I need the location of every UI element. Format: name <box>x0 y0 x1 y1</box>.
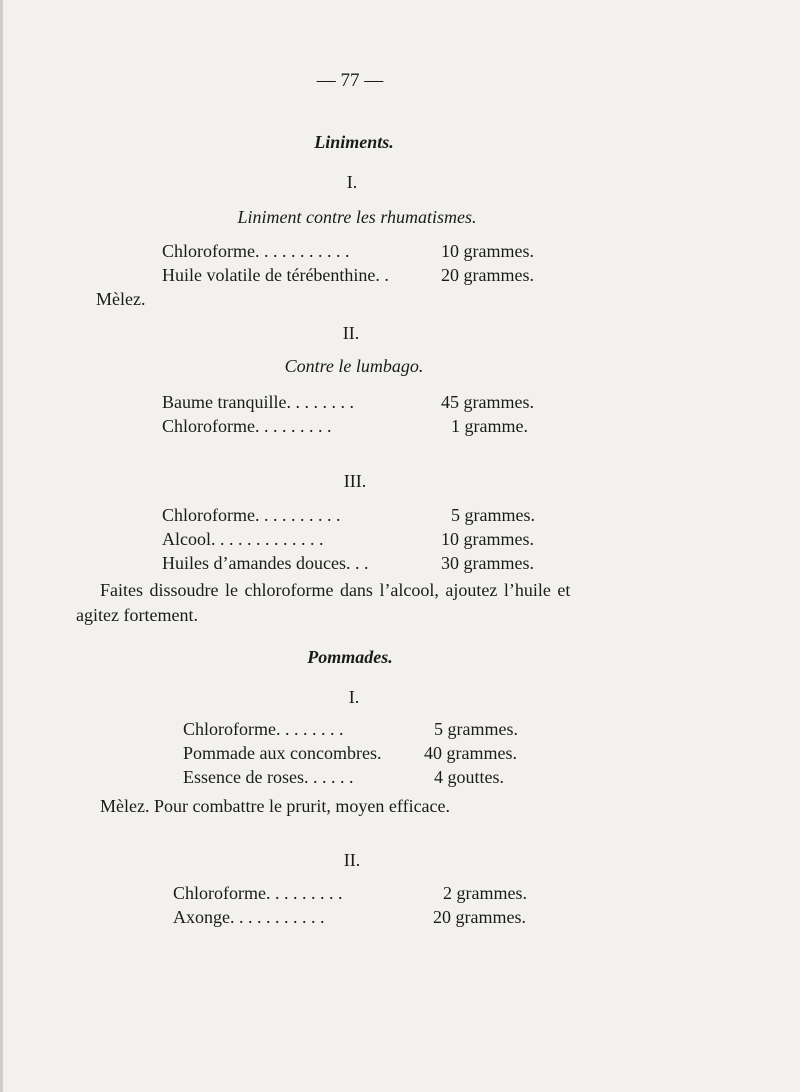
ingredient-quantity: 5 grammes. <box>451 505 535 525</box>
recipe-subtitle-lumbago: Contre le lumbago. <box>284 356 424 376</box>
ingredient-name: Pommade aux concombres. <box>183 743 382 763</box>
page-edge <box>0 0 3 1092</box>
ingredient-quantity: 45 grammes. <box>441 392 534 412</box>
ingredient-name: Chloroforme. . . . . . . . . . <box>162 505 341 525</box>
ingredient-name: Chloroforme. . . . . . . . . . . <box>162 241 350 261</box>
ingredient-name: Huile volatile de térébenthine. . <box>162 265 389 285</box>
ingredient-quantity: 20 grammes. <box>441 265 534 285</box>
ingredient-name: Chloroforme. . . . . . . . . <box>173 883 343 903</box>
ingredient-name: Alcool. . . . . . . . . . . . . <box>162 529 324 549</box>
ingredient-name: Huiles d’amandes douces. . . <box>162 553 369 573</box>
recipe-note: agitez fortement. <box>76 605 198 625</box>
ingredient-name: Axonge. . . . . . . . . . . <box>173 907 325 927</box>
recipe-note: Mèlez. Pour combattre le prurit, moyen efficace. <box>100 796 451 816</box>
ingredient-quantity: 2 grammes. <box>443 883 527 903</box>
ingredient-quantity: 1 gramme. <box>451 416 528 436</box>
section-title-pommades: Pommades. <box>307 647 393 667</box>
ingredient-name: Essence de roses. . . . . . <box>183 767 354 787</box>
ingredient-quantity: 30 grammes. <box>441 553 534 573</box>
recipe-number-iii: III. <box>343 471 367 491</box>
recipe-note: Faites dissoudre le chloroforme dans l’alcool, ajoutez l’huile et <box>100 580 571 600</box>
recipe-number-ii: II. <box>343 850 361 870</box>
ingredient-name: Baume tranquille. . . . . . . . <box>162 392 354 412</box>
ingredient-quantity: 20 grammes. <box>433 907 526 927</box>
page-number: — 77 — <box>316 70 384 91</box>
ingredient-quantity: 10 grammes. <box>441 529 534 549</box>
section-title-liniments: Liniments. <box>314 132 394 152</box>
recipe-note: Mèlez. <box>96 289 146 309</box>
ingredient-quantity: 10 grammes. <box>441 241 534 261</box>
recipe-number-ii: II. <box>342 323 360 343</box>
ingredient-quantity: 5 grammes. <box>434 719 518 739</box>
recipe-subtitle-rhumatismes: Liniment contre les rhumatismes. <box>237 207 477 227</box>
ingredient-name: Chloroforme. . . . . . . . <box>183 719 344 739</box>
ingredient-name: Chloroforme. . . . . . . . . <box>162 416 332 436</box>
ingredient-quantity: 4 gouttes. <box>434 767 504 787</box>
ingredient-quantity: 40 grammes. <box>424 743 517 763</box>
recipe-number-i: I. <box>346 172 358 192</box>
recipe-number-i: I. <box>348 687 360 707</box>
